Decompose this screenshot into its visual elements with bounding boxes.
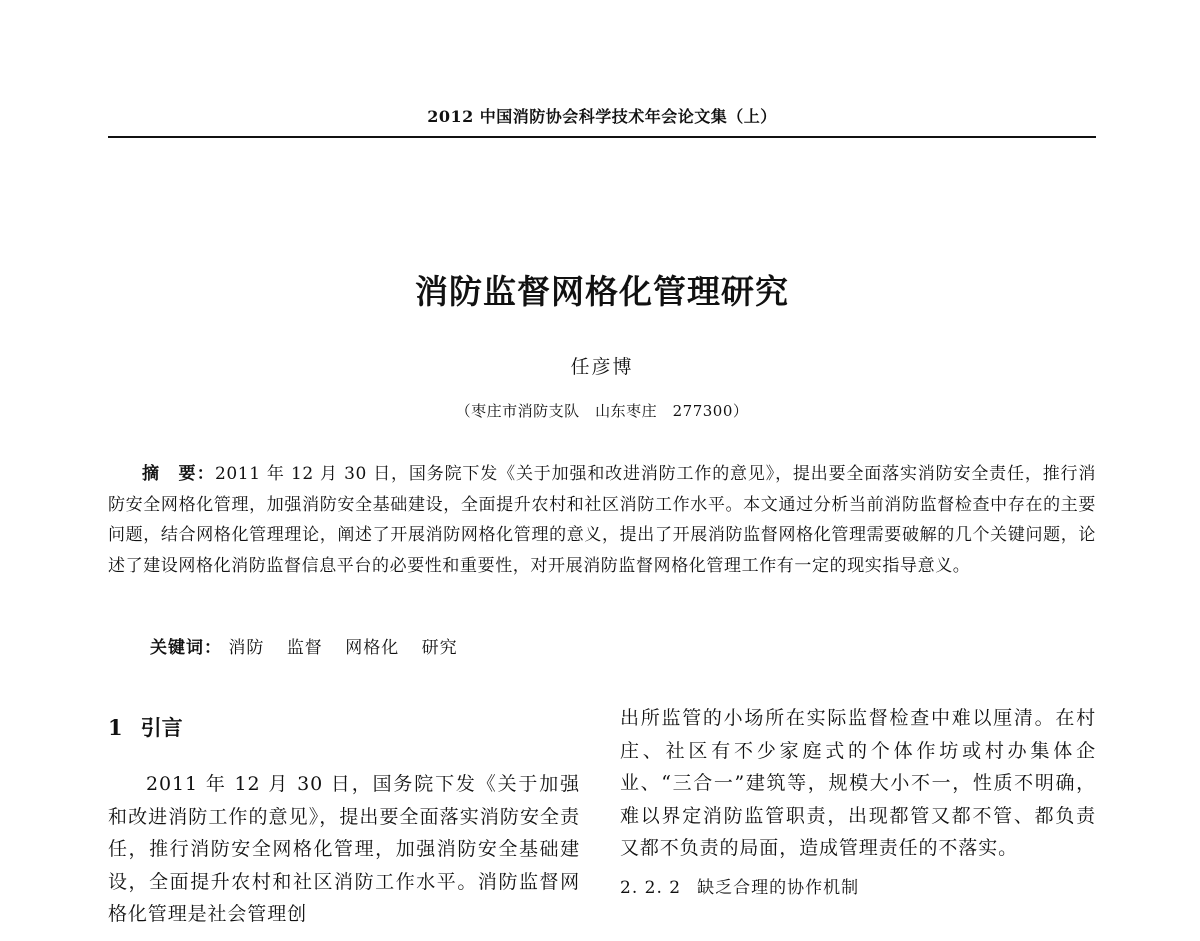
right-column [620, 702, 1096, 898]
subsection-number: 2. 2. 2 [620, 877, 682, 898]
header-rule [108, 136, 1096, 138]
abstract-label: 摘 要： [142, 464, 215, 484]
keyword-item: 网格化 [345, 638, 400, 658]
body-paragraph: 出所监管的小场所在实际监督检查中难以厘清。在村庄、社区有不少家庭式的个体作坊或村办集体企业、“三合一”建筑等，规模大小不一，性质不明确，难以界定消防监管职责，出现都管又都不管、都负责又都不负责的局面，造成管理责任的不落实。 [620, 707, 1096, 859]
affiliation: （枣庄市消防支队 山东枣庄 277300） [455, 402, 749, 420]
intro-paragraph: 2011 年 12 月 30 日，国务院下发《关于加强和改进消防工作的意见》，提出要全面落实消防安全责任，推行消防安全网格化管理，加强消防安全基础建设，全面提升农村和社区消防工作水平。消防监督网格化管理是社会管理创 [108, 773, 580, 925]
abstract [108, 459, 1096, 581]
section-number: 1 [108, 715, 123, 740]
paper-title: 消防监督网格化管理研究 [415, 272, 789, 311]
running-header: 2012 中国消防协会科学技术年会论文集（上） [427, 107, 777, 126]
abstract-text: 2011 年 12 月 30 日，国务院下发《关于加强和改进消防工作的意见》，提出要全面落实消防安全责任，推行消防安全网格化管理，加强消防安全基础建设，全面提升农村和社区消防工作水平。本文通过分析当前消防监督检查中存在的主要问题，结合网格化管理理论，阐述了开展消防网格化管理的意义，提出了开展消防监督网格化管理需要破解的几个关键问题，论述了建设网格化消防监督信息平台的必要性和重要性，对开展消防监督网格化管理工作有一定的现实指导意义。 [108, 464, 1096, 576]
author: 任彦博 [570, 356, 634, 378]
subsection-title: 缺乏合理的协作机制 [697, 877, 860, 898]
keywords [150, 633, 474, 658]
keyword-item: 研究 [421, 638, 458, 658]
section-title: 引言 [140, 715, 183, 740]
subsection-heading [620, 873, 1096, 898]
keyword-item: 消防 [228, 638, 265, 658]
keywords-label: 关键词： [150, 638, 222, 658]
left-column [108, 708, 580, 931]
section-heading [108, 708, 580, 748]
keyword-item: 监督 [286, 638, 323, 658]
